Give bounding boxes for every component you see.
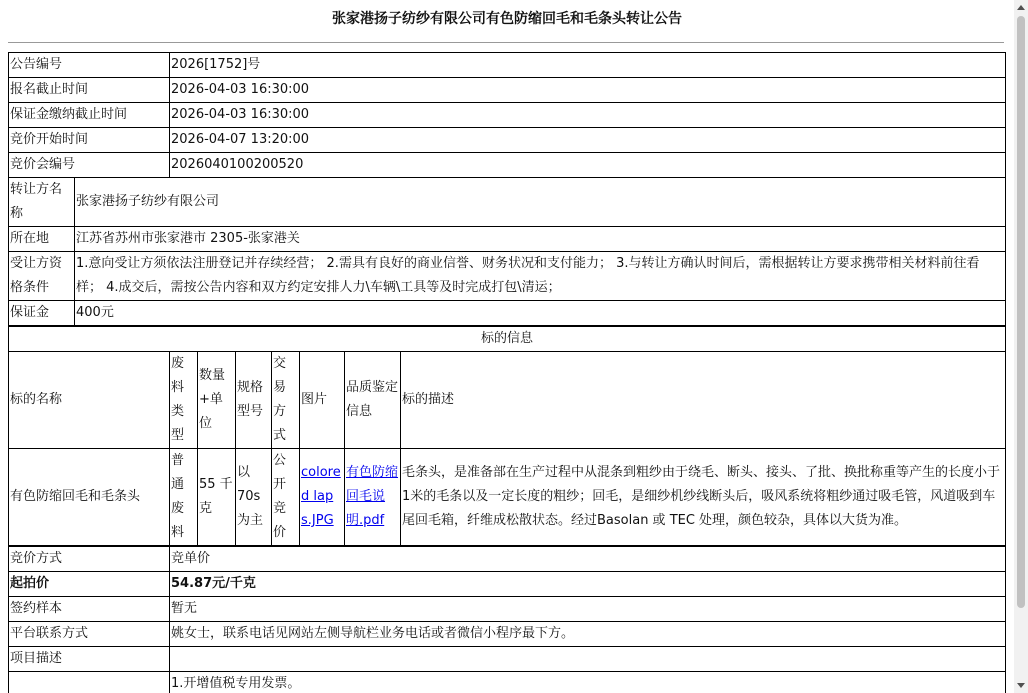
terms-row-invoice-note	[9, 672, 1006, 693]
info-value: 2026-04-07 13:20:00	[170, 128, 1006, 153]
terms-label: 项目描述	[9, 647, 170, 672]
lot-info-table	[8, 326, 1006, 546]
scroll-down-arrow-icon[interactable]	[1017, 683, 1025, 688]
lot-row	[9, 449, 1006, 546]
basic-info-table	[8, 52, 1006, 178]
terms-value: 1.开增值税专用发票。	[170, 672, 1006, 693]
header-trade-mode: 交易方式	[272, 352, 300, 449]
deposit-row	[9, 301, 1006, 326]
deposit-value: 400元	[75, 301, 1006, 326]
info-value: 2026-04-03 16:30:00	[170, 103, 1006, 128]
terms-value	[170, 647, 1006, 672]
transferor-name-row	[9, 178, 1006, 227]
lot-trade-mode: 公开竞价	[272, 449, 300, 546]
quality-report-link[interactable]: 有色防缩回毛说明.pdf	[346, 465, 399, 528]
lot-column-headers	[9, 352, 1006, 449]
info-label: 竞价开始时间	[9, 128, 170, 153]
info-label: 报名截止时间	[9, 78, 170, 103]
lot-name: 有色防缩回毛和毛条头	[9, 449, 170, 546]
lot-quality-cell	[345, 449, 401, 546]
info-label: 竞价会编号	[9, 153, 170, 178]
starting-price-value: 54.87元/千克	[170, 572, 1006, 597]
header-description: 标的描述	[401, 352, 1006, 449]
lot-waste-type: 普通废料	[170, 449, 198, 546]
page-title: 张家港扬子纺纱有限公司有色防缩回毛和毛条头转让公告	[332, 11, 682, 27]
lot-section-header	[9, 327, 1006, 352]
terms-label: 平台联系方式	[9, 622, 170, 647]
header-quantity-unit: 数量+单位	[198, 352, 236, 449]
location-value: 江苏省苏州市张家港市 2305-张家港关	[75, 227, 1006, 252]
terms-label: 竞价方式	[9, 547, 170, 572]
starting-price-label: 起拍价	[9, 572, 170, 597]
transferor-name-value: 张家港扬子纺纱有限公司	[75, 178, 1006, 227]
terms-value: 姚女士，联系电话见网站左侧导航栏业务电话或者微信小程序最下方。	[170, 622, 1006, 647]
info-row-registration-deadline	[9, 78, 1006, 103]
info-label: 保证金缴纳截止时间	[9, 103, 170, 128]
title-divider	[8, 42, 1004, 43]
image-link[interactable]: colored laps.JPG	[301, 465, 341, 528]
info-row-bidding-start	[9, 128, 1006, 153]
location-label: 所在地	[9, 227, 75, 252]
header-image: 图片	[300, 352, 345, 449]
lot-image-cell	[300, 449, 345, 546]
terms-value: 竞单价	[170, 547, 1006, 572]
info-label: 公告编号	[9, 53, 170, 78]
info-row-notice-number	[9, 53, 1006, 78]
terms-row-bid-method	[9, 547, 1006, 572]
info-row-session-number	[9, 153, 1006, 178]
transferor-name-label: 转让方名称	[9, 178, 75, 227]
header-spec: 规格型号	[236, 352, 272, 449]
lot-section-title: 标的信息	[9, 327, 1006, 352]
vertical-scrollbar[interactable]	[1014, 0, 1028, 693]
qualification-label: 受让方资格条件	[9, 252, 75, 301]
scrollbar-thumb[interactable]	[1017, 16, 1025, 608]
qualification-value: 1.意向受让方须依法注册登记并存续经营； 2.需具有良好的商业信誉、财务状况和支付能力； 3.与转让方确认时间后，需根据转让方要求携带相关材料前往看样； 4.成交后，需按公告内容和双方约定安排人力\车辆\工具等及时完成打包\清运；	[75, 252, 1006, 301]
deposit-label: 保证金	[9, 301, 75, 326]
info-value: 2026-04-03 16:30:00	[170, 78, 1006, 103]
location-row	[9, 227, 1006, 252]
terms-value: 暂无	[170, 597, 1006, 622]
lot-spec: 以70s为主	[236, 449, 272, 546]
terms-row-starting-price	[9, 572, 1006, 597]
scroll-up-arrow-icon[interactable]	[1017, 5, 1025, 10]
transferor-table	[8, 177, 1006, 326]
terms-row-contract-sample	[9, 597, 1006, 622]
header-quality: 品质鉴定信息	[345, 352, 401, 449]
qualification-row	[9, 252, 1006, 301]
info-value: 2026[1752]号	[170, 53, 1006, 78]
terms-table	[8, 546, 1006, 693]
header-lot-name: 标的名称	[9, 352, 170, 449]
header-waste-type: 废料类型	[170, 352, 198, 449]
terms-row-contact	[9, 622, 1006, 647]
lot-quantity-unit: 55 千克	[198, 449, 236, 546]
terms-row-project-description	[9, 647, 1006, 672]
terms-label: 签约样本	[9, 597, 170, 622]
info-value: 2026040100200520	[170, 153, 1006, 178]
info-row-deposit-deadline	[9, 103, 1006, 128]
terms-label	[9, 672, 170, 693]
lot-description: 毛条头，是准备部在生产过程中从混条到粗纱由于绕毛、断头、接头、了批、换批称重等产生的长度小于1米的毛条以及一定长度的粗纱；回毛，是细纱机纱线断头后，吸风系统将粗纱通过吸毛管，风道吸到车尾回毛箱，纤维成松散状态。经过Basolan 或 TEC 处理，颜色较杂，具体以大货为准。	[401, 449, 1006, 546]
